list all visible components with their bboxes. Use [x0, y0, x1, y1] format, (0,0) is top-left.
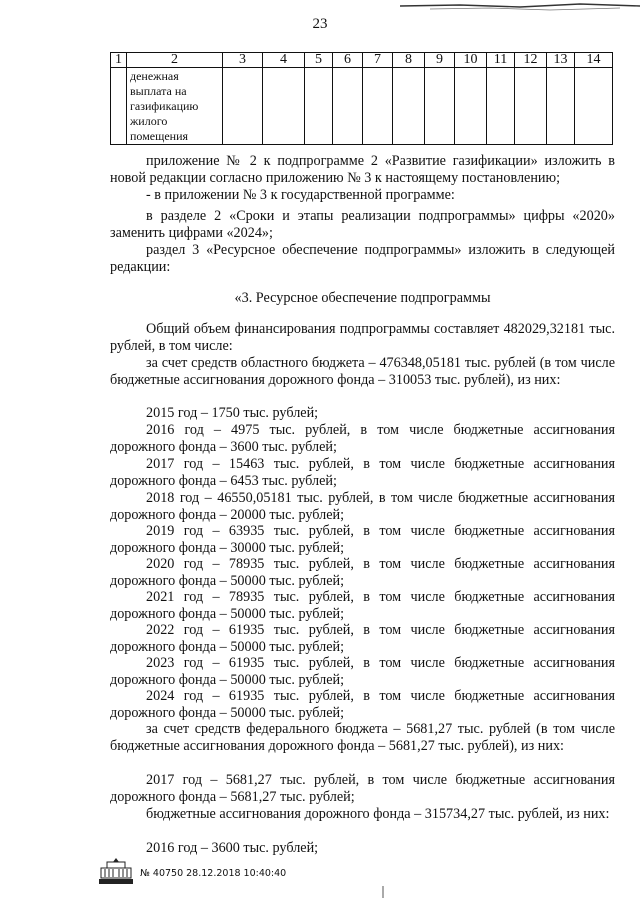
- table-header-cell: 9: [425, 53, 455, 68]
- table-header-cell: 8: [393, 53, 425, 68]
- appendix-table: [110, 52, 613, 145]
- building-stamp-icon: [98, 856, 134, 886]
- table-cell: [487, 68, 515, 145]
- table-header-cell: 6: [333, 53, 363, 68]
- paragraph: 2016 год – 3600 тыс. рублей;: [146, 840, 319, 856]
- section-heading: «3. Ресурсное обеспечение подпрограммы: [234, 290, 491, 306]
- table-header-cell: 12: [515, 53, 547, 68]
- paragraph: - в приложении № 3 к государственной программе:: [146, 187, 455, 203]
- table-cell: [363, 68, 393, 145]
- paragraph: 2016 год – 4975 тыс. рублей, в том числе бюджетные ассигнования дорожного фонда – 3600 тыс. рублей;: [110, 422, 615, 455]
- table-header-cell: 4: [263, 53, 305, 68]
- paragraph: 2022 год – 61935 тыс. рублей, в том числе бюджетные ассигнования дорожного фонда – 50000 тыс. рублей;: [110, 622, 615, 655]
- table-header-cell: 10: [455, 53, 487, 68]
- paragraph: 2020 год – 78935 тыс. рублей, в том числе бюджетные ассигнования дорожного фонда – 50000 тыс. рублей;: [110, 556, 615, 589]
- table-cell: [263, 68, 305, 145]
- paragraph: 2023 год – 61935 тыс. рублей, в том числе бюджетные ассигнования дорожного фонда – 50000 тыс. рублей;: [110, 655, 615, 688]
- paragraph: 2019 год – 63935 тыс. рублей, в том числе бюджетные ассигнования дорожного фонда – 30000 тыс. рублей;: [110, 523, 615, 556]
- paragraph: раздел 3 «Ресурсное обеспечение подпрограммы» изложить в следующей редакции:: [110, 242, 615, 275]
- table-cell: [333, 68, 363, 145]
- paragraph: 2017 год – 15463 тыс. рублей, в том числе бюджетные ассигнования дорожного фонда – 6453 тыс. рублей;: [110, 456, 615, 489]
- table-cell: [455, 68, 487, 145]
- table-header-cell: 5: [305, 53, 333, 68]
- paragraph: 2015 год – 1750 тыс. рублей;: [146, 405, 319, 421]
- table-cell: [111, 68, 127, 145]
- table-header-cell: 13: [547, 53, 575, 68]
- paragraph: в разделе 2 «Сроки и этапы реализации подпрограммы» цифры «2020» заменить цифрами «2024»;: [110, 208, 615, 241]
- table-cell: [575, 68, 613, 145]
- paragraph: 2018 год – 46550,05181 тыс. рублей, в том числе бюджетные ассигнования дорожного фонда – 20000 тыс. рублей;: [110, 490, 615, 523]
- page-number: 23: [312, 16, 328, 32]
- paragraph: бюджетные ассигнования дорожного фонда – 315734,27 тыс. рублей, из них:: [146, 806, 610, 822]
- table-cell: [547, 68, 575, 145]
- table-header-row: [111, 53, 613, 68]
- table-cell: [305, 68, 333, 145]
- table-header-cell: 2: [127, 53, 223, 68]
- paragraph: за счет средств федерального бюджета – 5681,27 тыс. рублей (в том числе бюджетные ассигнования дорожного фонда – 5681,27 тыс. рублей), из них:: [110, 721, 615, 754]
- paragraph: Общий объем финансирования подпрограммы составляет 482029,32181 тыс. рублей, в том числе:: [110, 321, 615, 354]
- table-cell: [223, 68, 263, 145]
- paragraph: за счет средств областного бюджета – 476348,05181 тыс. рублей (в том числе бюджетные ассигнования дорожного фонда – 310053 тыс. рублей), из них:: [110, 355, 615, 388]
- table-cell: [515, 68, 547, 145]
- table-header-cell: 14: [575, 53, 613, 68]
- table-header-cell: 1: [111, 53, 127, 68]
- table-cell: [425, 68, 455, 145]
- paragraph: 2021 год – 78935 тыс. рублей, в том числе бюджетные ассигнования дорожного фонда – 50000 тыс. рублей;: [110, 589, 615, 622]
- table-cell: [393, 68, 425, 145]
- paragraph: 2017 год – 5681,27 тыс. рублей, в том числе бюджетные ассигнования дорожного фонда – 5681,27 тыс. рублей;: [110, 772, 615, 805]
- registration-number: № 40750 28.12.2018 10:40:40: [140, 868, 287, 879]
- paragraph: приложение № 2 к подпрограмме 2 «Развитие газификации» изложить в новой редакции согласно приложению № 3 к настоящему постановлению;: [110, 153, 615, 186]
- table-row: [111, 68, 613, 145]
- registration-footer: [98, 856, 358, 888]
- table-cell: [127, 68, 223, 145]
- table-header-cell: 3: [223, 53, 263, 68]
- scan-artifact: [382, 885, 384, 897]
- table-header-cell: 11: [487, 53, 515, 68]
- table-header-cell: 7: [363, 53, 393, 68]
- paragraph: 2024 год – 61935 тыс. рублей, в том числе бюджетные ассигнования дорожного фонда – 50000 тыс. рублей;: [110, 688, 615, 721]
- scan-artifact: [400, 0, 640, 10]
- row-description: денежная выплата на газификацию жилого помещения: [130, 69, 199, 143]
